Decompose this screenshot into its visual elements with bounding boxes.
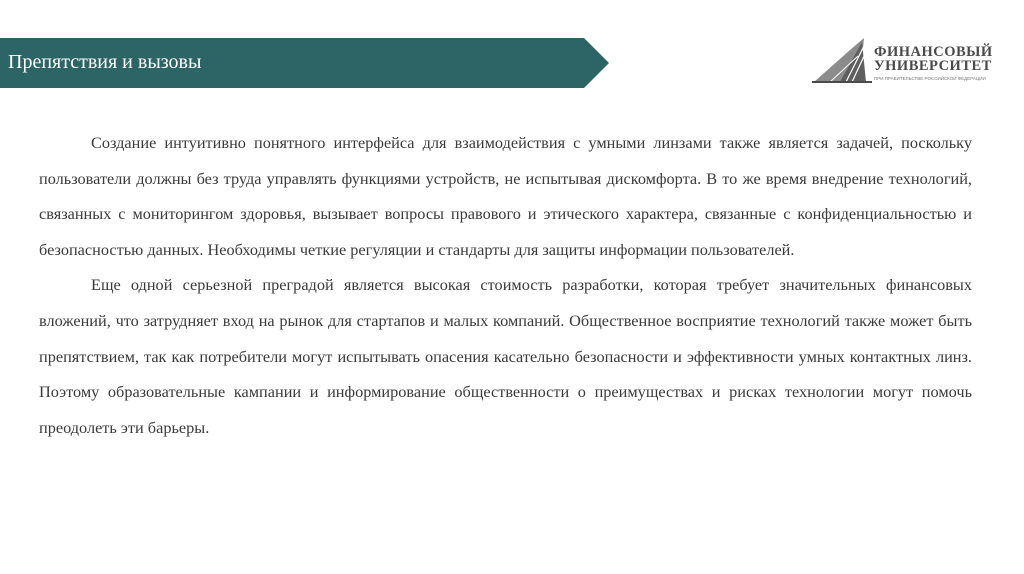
logo-text-line3: ПРИ ПРАВИТЕЛЬСТВЕ РОССИЙСКОЙ ФЕДЕРАЦИИ [874,76,986,81]
university-tower-logo-icon [810,36,874,88]
logo-text-line1: ФИНАНСОВЫЙ [874,44,993,60]
paragraph-2: Еще одной серьезной преградой является высокая стоимость разработки, которая требует значительных финансовых вложений, что затрудняет вход на рынок для стартапов и малых компаний. Общественное восприятие технологий также может быть препятствием, так как потребители могут испытывать опасения касательно безопасности и эффективности умных контактных линз. Поэтому образовательные кампании и информирование общественности о преимуществах и рисках технологии могут помочь преодолеть эти барьеры. [39,275,972,437]
body-text [39,125,972,445]
logo-text-line2: УНИВЕРСИТЕТ [874,58,992,74]
paragraph-1: Создание интуитивно понятного интерфейса для взаимодействия с умными линзами также является задачей, поскольку пользователи должны без труда управлять функциями устройств, не испытывая дискомфорта. В то же время внедрение технологий, связанных с мониторингом здоровья, вызывает вопросы правового и этического характера, связанные с конфиденциальностью и безопасностью данных. Необходимы четкие регуляции и стандарты для защиты информации пользователей. [39,133,972,259]
title-banner [0,38,610,88]
university-logo [810,36,1010,88]
slide-title: Препятствия и вызовы [8,51,202,73]
